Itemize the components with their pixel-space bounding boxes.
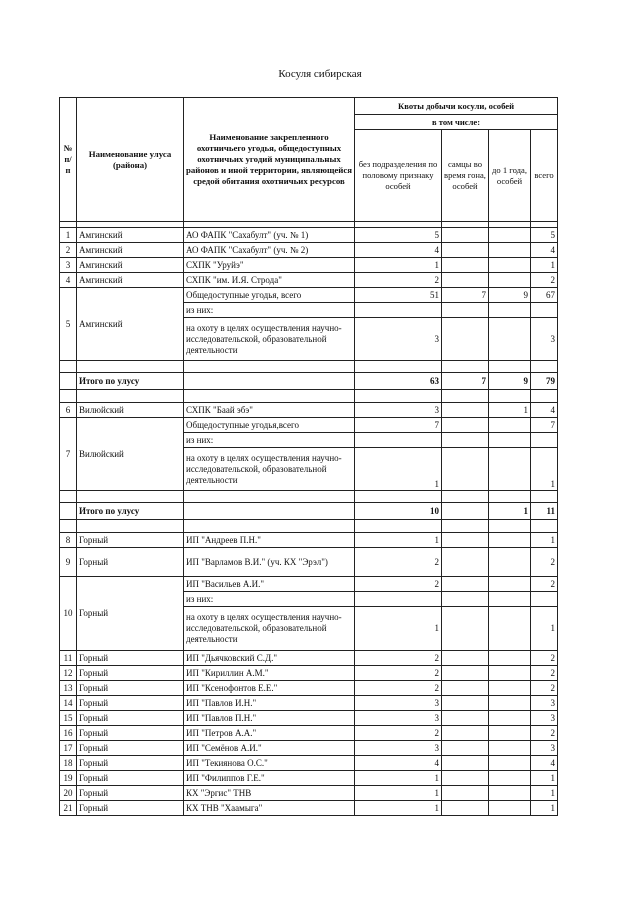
row-area: АО ФАПК "Сахабулт" (уч. № 1) [184, 228, 355, 243]
row-nosex: 1 [355, 258, 442, 273]
row-ulus: Амгинский [77, 258, 184, 273]
row-nosex: 1 [355, 801, 442, 816]
row-nosex: 2 [355, 273, 442, 288]
row-no: 2 [60, 243, 77, 258]
row-total: 2 [531, 726, 558, 741]
subtotal-nosex: 63 [355, 373, 442, 390]
row-no: 3 [60, 258, 77, 273]
row-males: 7 [442, 288, 489, 303]
subtotal-row [60, 373, 558, 390]
row-nosex: 3 [355, 403, 442, 418]
row-total: 1 [531, 786, 558, 801]
row-area: ИП "Андреев П.Н." [184, 533, 355, 548]
row-total: 2 [531, 681, 558, 696]
table-row [60, 273, 558, 288]
subtotal-label: Итого по улусу [77, 373, 184, 390]
row-young: 9 [489, 288, 531, 303]
row-total: 2 [531, 548, 558, 577]
table-row [60, 666, 558, 681]
row-no: 4 [60, 273, 77, 288]
row-no: 9 [60, 548, 77, 577]
row-total: 3 [531, 696, 558, 711]
row-total: 1 [531, 771, 558, 786]
row-no: 12 [60, 666, 77, 681]
row-nosex: 4 [355, 756, 442, 771]
table-row [60, 243, 558, 258]
spacer-row [60, 361, 558, 373]
row-ulus: Горный [77, 577, 184, 651]
row-area: из них: [184, 303, 355, 318]
row-no: 19 [60, 771, 77, 786]
table-row [60, 651, 558, 666]
header-no: № п/п [60, 98, 77, 222]
row-nosex: 3 [355, 696, 442, 711]
row-total: 1 [531, 533, 558, 548]
table-row [60, 786, 558, 801]
row-ulus: Горный [77, 681, 184, 696]
row-ulus: Амгинский [77, 273, 184, 288]
row-nosex: 1 [355, 786, 442, 801]
row-ulus: Горный [77, 726, 184, 741]
row-nosex: 1 [355, 533, 442, 548]
row-area: ИП "Варламов В.И." (уч. КХ "Эрэл") [184, 548, 355, 577]
row-total: 2 [531, 577, 558, 592]
document-title: Косуля сибирская [278, 68, 362, 80]
row-no: 20 [60, 786, 77, 801]
row-area: на охоту в целях осуществления научно-исследовательской, образовательной деятельности [184, 448, 355, 491]
spacer-row [60, 390, 558, 403]
table-row [60, 288, 558, 303]
table-row [60, 533, 558, 548]
row-no: 8 [60, 533, 77, 548]
table-row [60, 403, 558, 418]
row-ulus: Горный [77, 801, 184, 816]
row-total: 1 [531, 801, 558, 816]
row-nosex: 2 [355, 681, 442, 696]
subtotal-label: Итого по улусу [77, 503, 184, 520]
row-area: ИП "Павлов И.Н." [184, 696, 355, 711]
subtotal-row [60, 503, 558, 520]
row-no: 7 [60, 418, 77, 491]
row-area: ИП "Кириллин А.М." [184, 666, 355, 681]
header-col-males: самцы во время гона, особей [442, 130, 489, 222]
row-no: 17 [60, 741, 77, 756]
row-ulus: Вилюйский [77, 403, 184, 418]
row-total: 2 [531, 273, 558, 288]
row-no: 6 [60, 403, 77, 418]
row-no: 18 [60, 756, 77, 771]
row-total: 3 [531, 318, 558, 361]
row-ulus: Амгинский [77, 288, 184, 361]
row-area: из них: [184, 592, 355, 607]
row-ulus: Амгинский [77, 243, 184, 258]
row-nosex: 3 [355, 741, 442, 756]
subtotal-young: 1 [489, 503, 531, 520]
subtotal-males: 7 [442, 373, 489, 390]
row-ulus: Горный [77, 651, 184, 666]
row-nosex: 1 [355, 771, 442, 786]
row-nosex: 3 [355, 711, 442, 726]
row-ulus: Амгинский [77, 228, 184, 243]
row-ulus: Горный [77, 666, 184, 681]
row-nosex: 2 [355, 548, 442, 577]
table-row [60, 228, 558, 243]
spacer-row [60, 491, 558, 503]
table-row [60, 681, 558, 696]
row-area: СХПК "им. И.Я. Строда" [184, 273, 355, 288]
row-area: ИП "Филиппов Г.Е." [184, 771, 355, 786]
table-row [60, 801, 558, 816]
header-col-total: всего [531, 130, 558, 222]
row-nosex: 4 [355, 243, 442, 258]
row-area: ИП "Дьячковский С.Д." [184, 651, 355, 666]
row-total: 67 [531, 288, 558, 303]
header-row [60, 98, 558, 115]
row-area: ИП "Петров А.А." [184, 726, 355, 741]
subtotal-young: 9 [489, 373, 531, 390]
row-no: 1 [60, 228, 77, 243]
header-area: Наименование закрепленного охотничьего угодья, общедоступных охотничьих угодий муниципальных районов и иной территории, являющейся средой обитания охотничьих ресурсов [184, 98, 355, 222]
row-nosex: 1 [355, 448, 442, 491]
table-row [60, 418, 558, 433]
table-row [60, 756, 558, 771]
row-total: 1 [531, 258, 558, 273]
row-no: 11 [60, 651, 77, 666]
row-no: 13 [60, 681, 77, 696]
row-area: ИП "Ксенофонтов Е.Е." [184, 681, 355, 696]
row-area: АО ФАПК "Сахабулт" (уч. № 2) [184, 243, 355, 258]
row-total: 1 [531, 607, 558, 651]
row-area: КХ ТНВ "Хаамыга" [184, 801, 355, 816]
quota-table [59, 97, 558, 816]
header-col-young: до 1 года, особей [489, 130, 531, 222]
subtotal-total: 79 [531, 373, 558, 390]
row-area: на охоту в целях осуществления научно-исследовательской, образовательной деятельности [184, 607, 355, 651]
row-ulus: Горный [77, 756, 184, 771]
row-no: 21 [60, 801, 77, 816]
subtotal-nosex: 10 [355, 503, 442, 520]
table-row [60, 711, 558, 726]
row-total: 2 [531, 666, 558, 681]
row-area: Общедоступные угодья,всего [184, 418, 355, 433]
row-total: 3 [531, 741, 558, 756]
row-ulus: Горный [77, 786, 184, 801]
table-row [60, 741, 558, 756]
table-row [60, 771, 558, 786]
row-no: 15 [60, 711, 77, 726]
row-area: СХПК "Баай эбэ" [184, 403, 355, 418]
row-no: 14 [60, 696, 77, 711]
row-no: 16 [60, 726, 77, 741]
row-area: ИП "Павлов П.Н." [184, 711, 355, 726]
row-area: ИП "Семёнов А.И." [184, 741, 355, 756]
row-no: 10 [60, 577, 77, 651]
row-total: 3 [531, 711, 558, 726]
row-total: 5 [531, 228, 558, 243]
row-nosex: 51 [355, 288, 442, 303]
row-area: Общедоступные угодья, всего [184, 288, 355, 303]
subtotal-total: 11 [531, 503, 558, 520]
row-nosex: 2 [355, 577, 442, 592]
row-ulus: Горный [77, 771, 184, 786]
row-nosex: 7 [355, 418, 442, 433]
header-including: в том числе: [355, 115, 558, 130]
row-ulus: Горный [77, 711, 184, 726]
table-row [60, 548, 558, 577]
row-area: СХПК "Уруйэ" [184, 258, 355, 273]
table-row [60, 726, 558, 741]
row-young: 1 [489, 403, 531, 418]
row-total: 4 [531, 243, 558, 258]
row-total: 1 [531, 448, 558, 491]
row-ulus: Горный [77, 696, 184, 711]
row-total: 4 [531, 403, 558, 418]
row-ulus: Вилюйский [77, 418, 184, 491]
row-no: 5 [60, 288, 77, 361]
row-area: ИП "Текиянова О.С." [184, 756, 355, 771]
row-nosex: 2 [355, 726, 442, 741]
row-area: ИП "Васильев А.И." [184, 577, 355, 592]
header-quota: Квоты добычи косули, особей [355, 98, 558, 115]
row-total: 4 [531, 756, 558, 771]
row-ulus: Горный [77, 533, 184, 548]
row-ulus: Горный [77, 741, 184, 756]
row-nosex: 1 [355, 607, 442, 651]
row-nosex: 2 [355, 666, 442, 681]
row-ulus: Горный [77, 548, 184, 577]
row-area: на охоту в целях осуществления научно-исследовательской, образовательной деятельности [184, 318, 355, 361]
row-total: 2 [531, 651, 558, 666]
row-nosex: 3 [355, 318, 442, 361]
row-area: КХ "Эргис" ТНВ [184, 786, 355, 801]
table-row [60, 577, 558, 592]
header-ulus: Наименование улуса (района) [77, 98, 184, 222]
table-row [60, 258, 558, 273]
row-area: из них: [184, 433, 355, 448]
row-nosex: 2 [355, 651, 442, 666]
spacer-row [60, 520, 558, 533]
row-nosex: 5 [355, 228, 442, 243]
table-row [60, 696, 558, 711]
row-total: 7 [531, 418, 558, 433]
header-col-nosex: без подразделения по половому признаку особей [355, 130, 442, 222]
